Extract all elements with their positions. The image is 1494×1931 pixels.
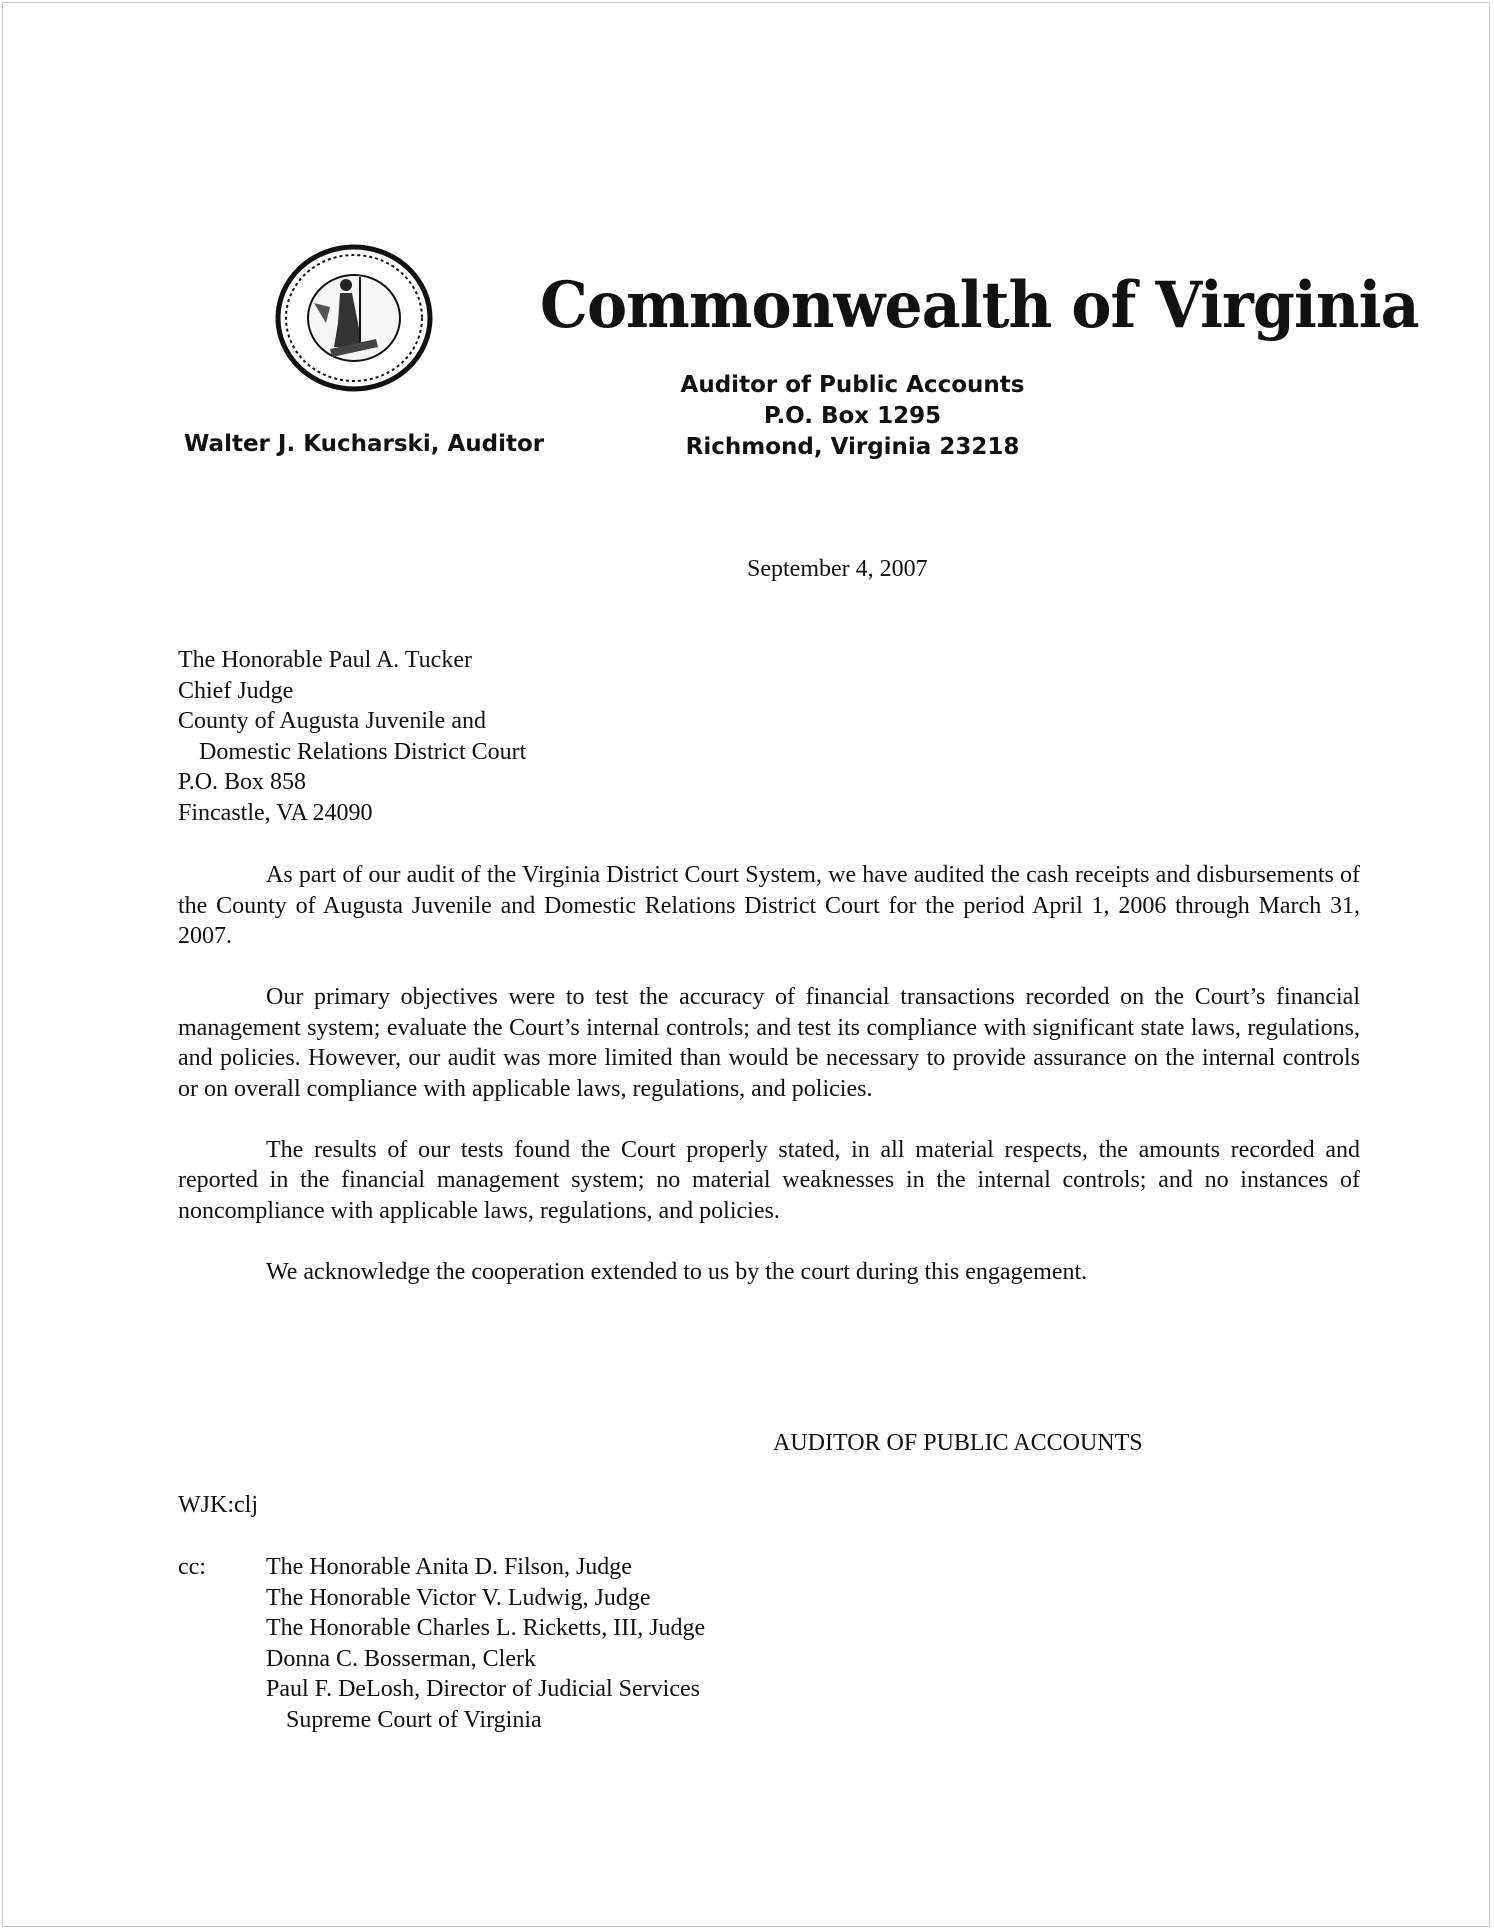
- body-paragraph: The results of our tests found the Court properly stated, in all material respects, the amounts recorded and reported in the financial management system; no material weaknesses in the internal controls; and no instances of noncompliance with applicable laws, regulations, and policies.: [178, 1136, 1360, 1224]
- recipient-address: [178, 645, 526, 828]
- recipient-name: The Honorable Paul A. Tucker: [178, 647, 472, 673]
- letter-body: [178, 860, 1360, 1318]
- cc-item: Donna C. Bosserman, Clerk: [266, 1645, 536, 1672]
- recipient-court-cont: Domestic Relations District Court: [199, 738, 527, 765]
- recipient-po-box: P.O. Box 858: [178, 769, 307, 795]
- signature-block: AUDITOR OF PUBLIC ACCOUNTS: [773, 1430, 1143, 1456]
- recipient-city: Fincastle, VA 24090: [178, 799, 373, 826]
- recipient-title: Chief Judge: [178, 677, 294, 704]
- cc-item: Paul F. DeLosh, Director of Judicial Services: [266, 1676, 700, 1702]
- letterhead-title: Commonwealth of Virginia: [540, 268, 1419, 343]
- office-city: Richmond, Virginia 23218: [685, 434, 1020, 460]
- letter-date: September 4, 2007: [747, 556, 928, 582]
- office-address: [650, 370, 1055, 463]
- cc-item: The Honorable Charles L. Ricketts, III, Judge: [266, 1615, 706, 1641]
- office-po-box: P.O. Box 1295: [763, 403, 942, 429]
- auditor-name: Walter J. Kucharski, Auditor: [184, 431, 545, 457]
- virginia-seal-icon: [274, 243, 434, 393]
- reference-initials: WJK:clj: [178, 1492, 258, 1518]
- body-paragraph: As part of our audit of the Virginia District Court System, we have audited the cash receipts and disbursements of the County of Augusta Juvenile and Domestic Relations District Court for the period April 1, 2006 through March 31, 2007.: [178, 862, 1360, 949]
- cc-item: The Honorable Anita D. Filson, Judge: [266, 1554, 632, 1580]
- body-paragraph: We acknowledge the cooperation extended to us by the court during this engagement.: [266, 1258, 1088, 1285]
- recipient-court: County of Augusta Juvenile and: [178, 708, 486, 734]
- cc-item: The Honorable Victor V. Ludwig, Judge: [266, 1584, 651, 1611]
- cc-list: [266, 1552, 705, 1735]
- cc-item: Supreme Court of Virginia: [286, 1706, 542, 1733]
- cc-label: cc:: [178, 1554, 206, 1580]
- office-name: Auditor of Public Accounts: [680, 372, 1025, 398]
- body-paragraph: Our primary objectives were to test the accuracy of financial transactions recorded on the Court’s financial management system; evaluate the Court’s internal controls; and test its compliance with significant state laws, regulations, and policies. However, our audit was more limited than would be necessary to provide assurance on the internal controls or on overall compliance with applicable laws, regulations, and policies.: [178, 984, 1360, 1102]
